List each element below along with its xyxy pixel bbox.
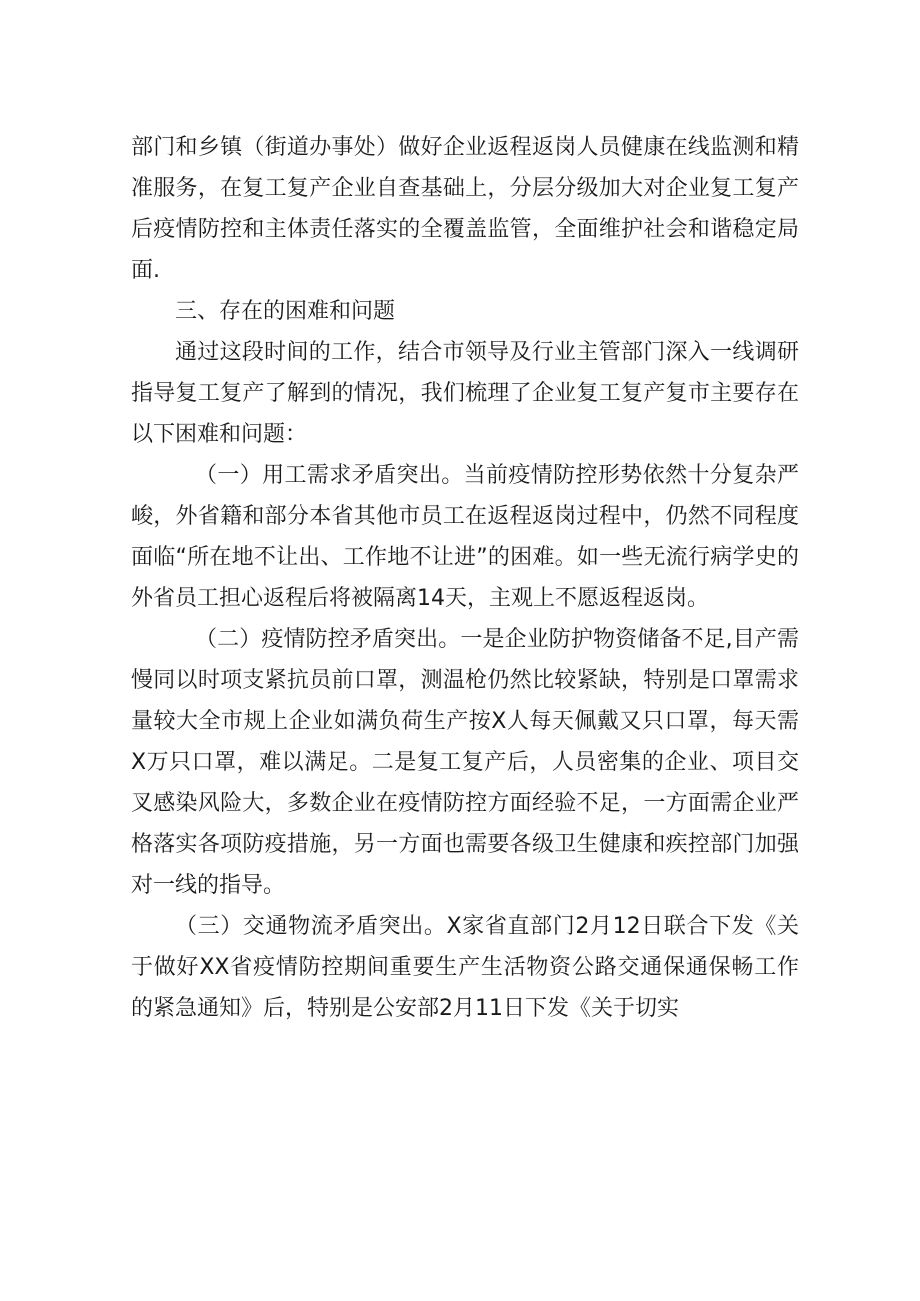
paragraph-intro: 通过这段时间的工作，结合市领导及行业主管部门深入一线调研指导复工复产了解到的情况，我们梳理了企业复工复产复市主要存在以下困难和问题： <box>131 340 799 447</box>
paragraph-continuation: 部门和乡镇（街道办事处）做好企业返程返岗人员健康在线监测和精准服务，在复工复产企业自查基础上，分层分级加大对企业复工复产后疫情防控和主体责任落实的全覆盖监管，全面维护社会和谐稳定局面. <box>131 135 799 283</box>
paragraph-item-3: （三）交通物流矛盾突出。X家省直部门2月12日联合下发《关于做好XX省疫情防控期间重要生产生活物资公路交通保通保畅工作的紧急通知》后，特别是公安部2月11日下发《关于切实 <box>131 914 799 1021</box>
section-heading: 三、存在的困难和问题 <box>175 299 396 324</box>
document-body <box>131 127 799 1029</box>
paragraph-item-1: （一）用工需求矛盾突出。当前疫情防控形势依然十分复杂严峻，外省籍和部分本省其他市员工在返程返岗过程中，仍然不同程度面临“所在地不让出、工作地不让进”的困难。如一些无流行病学史的外省员工担心返程后将被隔离14天，主观上不愿返程返岗。 <box>131 463 799 611</box>
paragraph-item-2: （二）疫情防控矛盾突出。一是企业防护物资储备不足,目产需慢同以时项支紧抗员前口罩，测温枪仍然比较紧缺，特别是口罩需求量较大全市规上企业如满负荷生产按X人每天佩戴又只口罩，每天需X万只口罩，难以满足。二是复工复产后，人员密集的企业、项目交叉感染风险大，多数企业在疫情防控方面经验不足，一方面需企业严格落实各项防疫措施，另一方面也需要各级卫生健康和疾控部门加强对一线的指导。 <box>131 627 799 898</box>
